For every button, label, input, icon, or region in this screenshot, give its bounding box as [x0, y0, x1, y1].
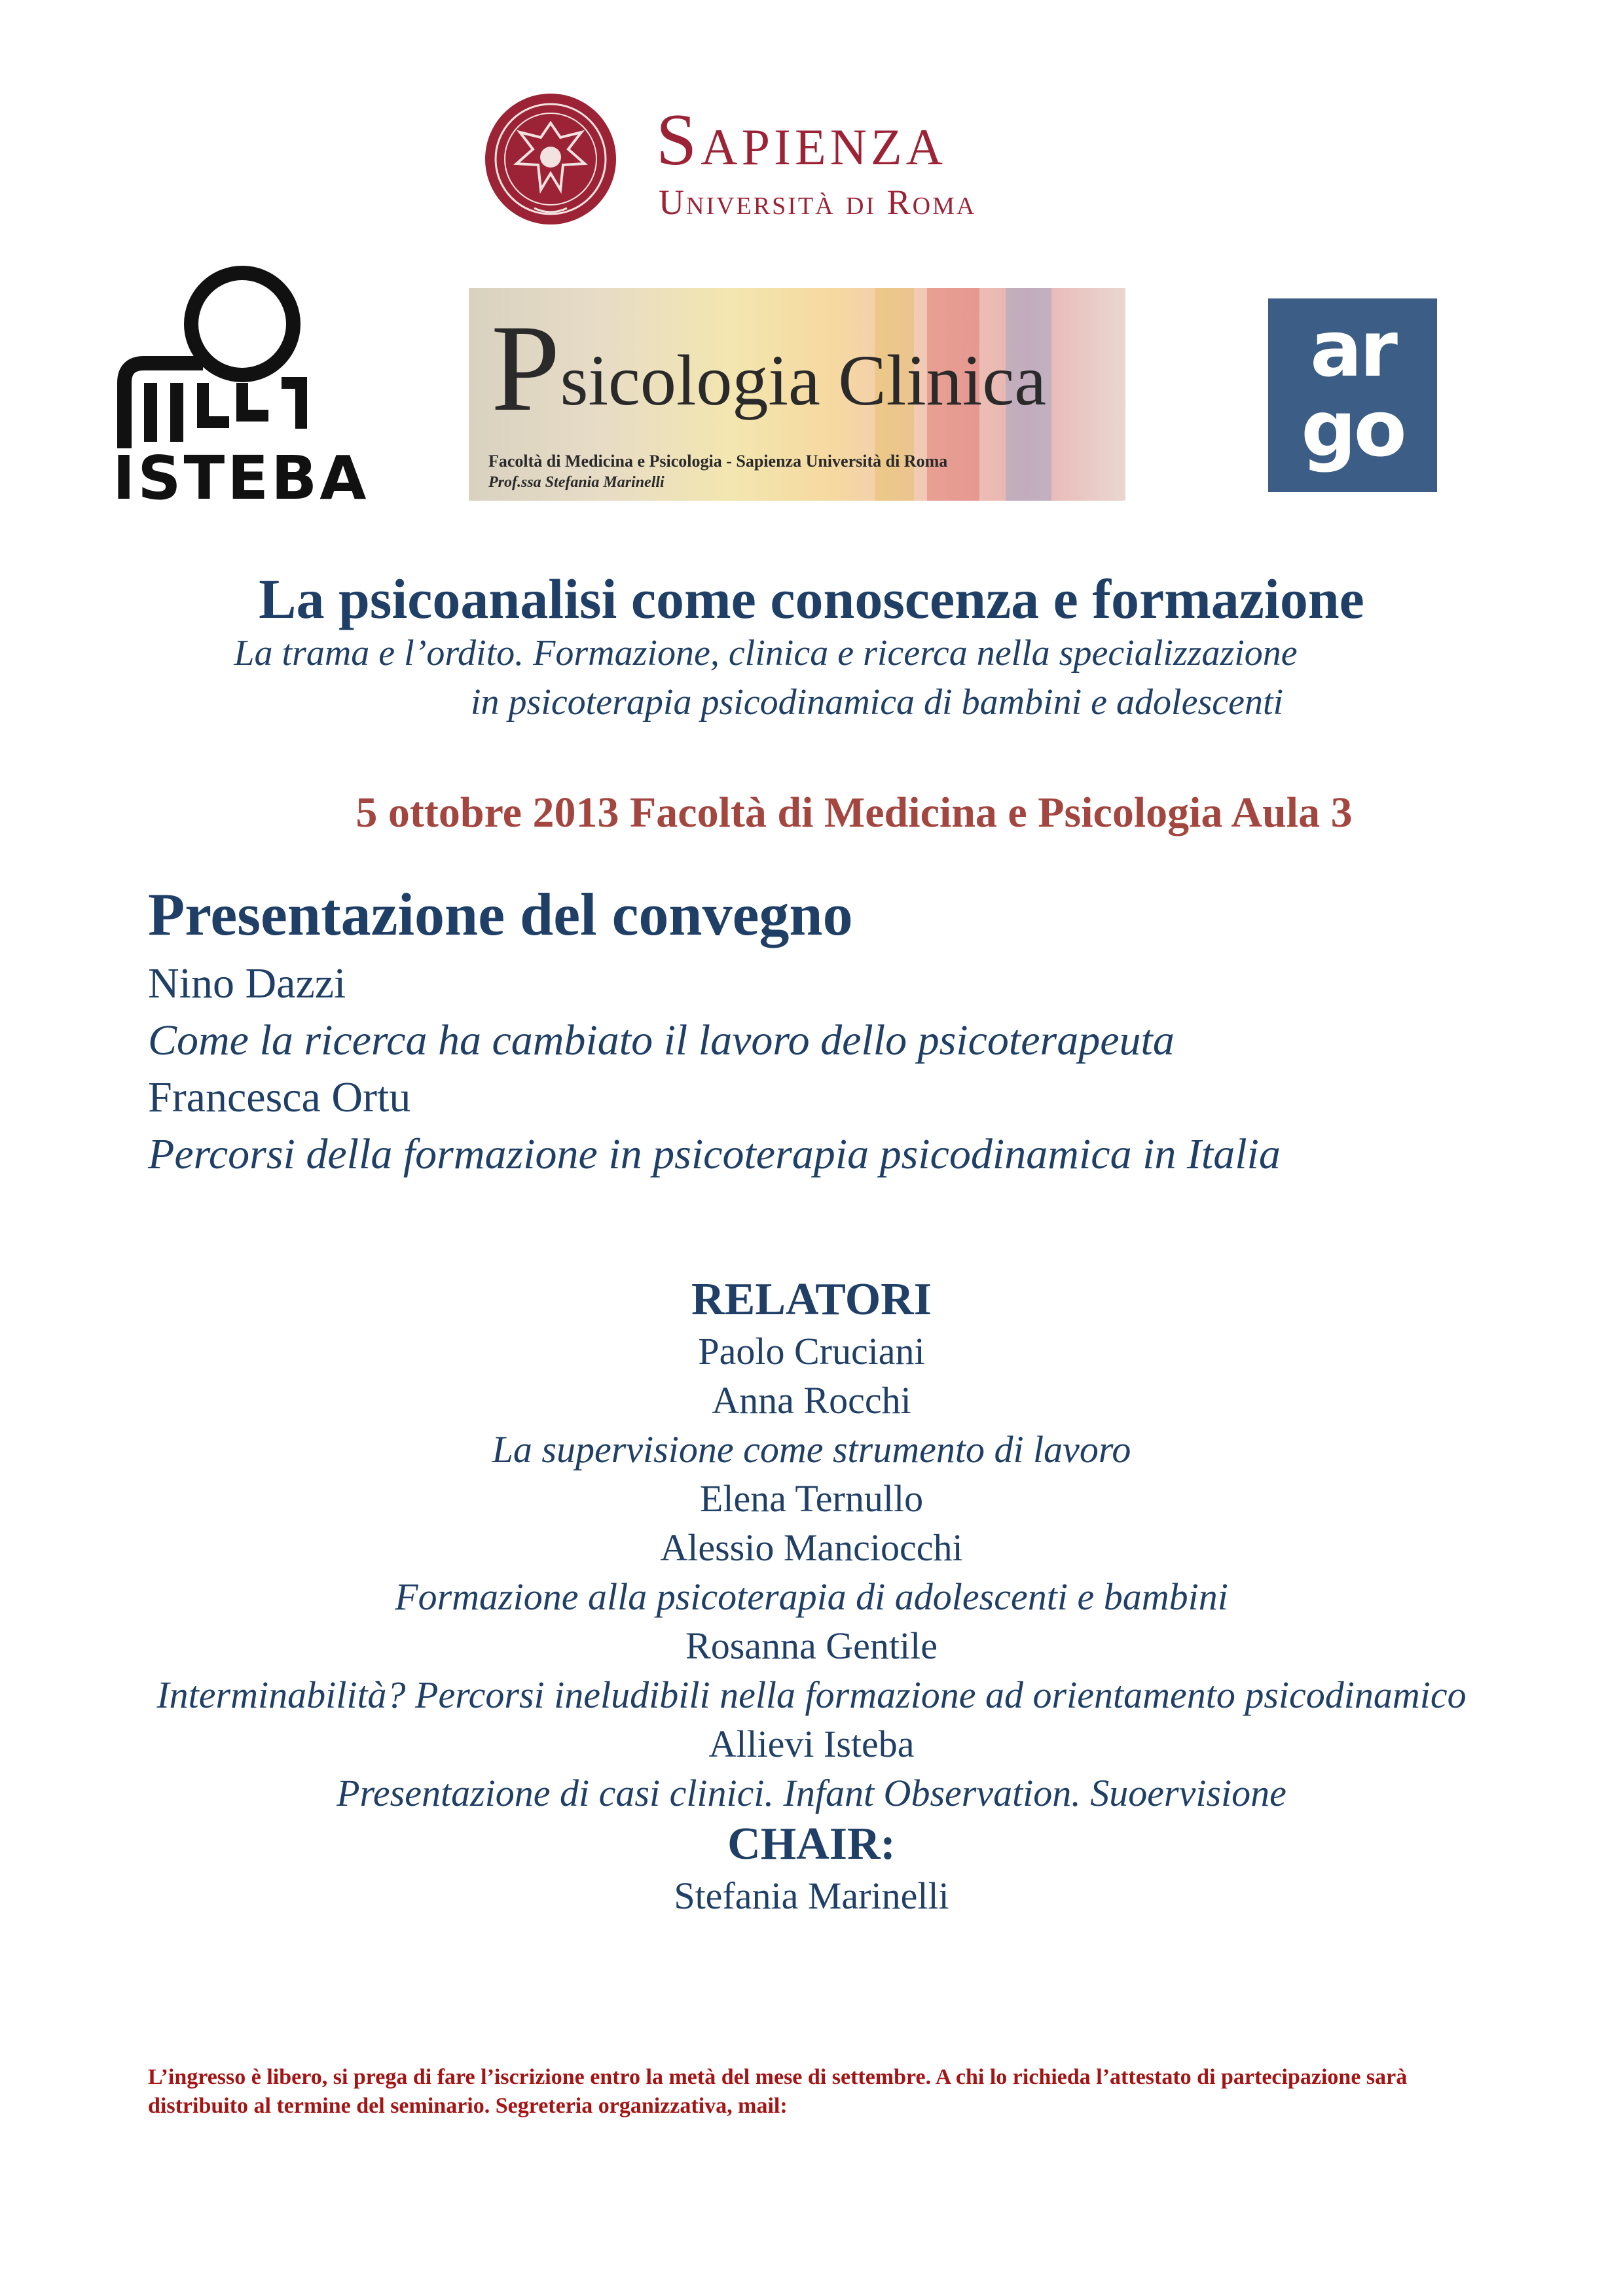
speaker-line: Presentazione di casi clinici. Infant Observation. Suoervisione	[337, 1772, 1286, 1814]
psicologia-clinica-faculty: Facoltà di Medicina e Psicologia - Sapienza Università di Roma	[488, 452, 948, 471]
presentation-line: Come la ricerca ha cambiato il lavoro dello psicoterapeuta	[148, 1016, 1175, 1064]
sapienza-seal-logo	[483, 92, 618, 226]
speakers-heading: RELATORI	[691, 1274, 932, 1325]
speakers-section	[0, 1273, 1623, 1920]
presentation-heading: Presentazione del convegno	[148, 881, 853, 948]
presentation-line: Nino Dazzi	[148, 959, 346, 1007]
speaker-line: Interminabilità? Percorsi ineludibili nella formazione ad orientamento psicodinamico	[156, 1674, 1467, 1716]
argo-logo-line2: go	[1301, 384, 1404, 474]
presentation-line: Percorsi della formazione in psicoterapia psicodinamica in Italia	[148, 1130, 1281, 1178]
chair-name: Stefania Marinelli	[674, 1874, 949, 1917]
event-subtitle-line1: La trama e l’ordito. Formazione, clinica e ricerca nella specializzazione	[234, 633, 1298, 673]
chair-heading: CHAIR:	[727, 1819, 896, 1869]
psicologia-clinica-logo	[469, 288, 1125, 501]
sapienza-name: Sapienza	[656, 99, 947, 181]
psicologia-clinica-title-initial: P	[491, 300, 560, 437]
isteba-wordmark: ISTEBA	[113, 443, 369, 513]
speaker-line: Rosanna Gentile	[685, 1624, 938, 1667]
footer-note: L’ingresso è libero, si prega di fare l’iscrizione entro la metà del mese di settembre. A chi lo richieda l’attestato di partecipazione sarà distribuito al termine del seminario. Segreteria organizzativa, mail:	[148, 2065, 1408, 2118]
presentation-section	[148, 880, 1281, 1183]
event-title: La psicoanalisi come conoscenza e formazione	[259, 567, 1364, 630]
speaker-line: Allievi Isteba	[708, 1723, 915, 1765]
psicologia-clinica-professor: Prof.ssa Stefania Marinelli	[488, 474, 665, 491]
speaker-line: Elena Ternullo	[699, 1477, 924, 1520]
event-date-location: 5 ottobre 2013 Facoltà di Medicina e Psicologia Aula 3	[356, 789, 1353, 836]
speaker-line: Formazione alla psicoterapia di adolescenti e bambini	[395, 1575, 1228, 1618]
argo-logo	[1268, 298, 1437, 492]
speaker-line: Anna Rocchi	[712, 1379, 911, 1422]
argo-logo-line1: ar	[1310, 304, 1395, 394]
speaker-line: La supervisione come strumento di lavoro	[492, 1428, 1131, 1471]
psicologia-clinica-title	[491, 300, 1047, 437]
presentation-line: Francesca Ortu	[148, 1073, 411, 1121]
event-subtitle-line2: in psicoterapia psicodinamica di bambini e adolescenti	[470, 682, 1284, 723]
speaker-line: Alessio Manciocchi	[660, 1526, 963, 1569]
speaker-line: Paolo Cruciani	[698, 1330, 925, 1372]
sapienza-subtitle: Università di Roma	[659, 183, 977, 222]
isteba-emblem-icon	[105, 252, 340, 448]
psicologia-clinica-title-rest: sicologia Clinica	[560, 340, 1047, 420]
